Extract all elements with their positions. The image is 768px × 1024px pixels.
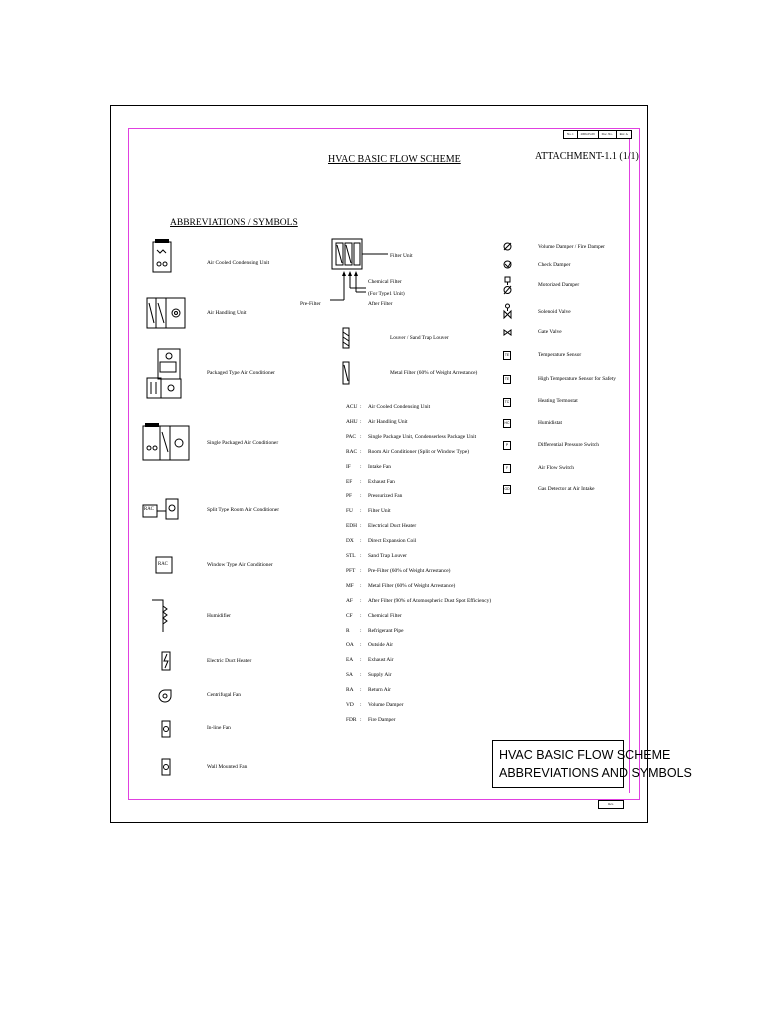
filter-unit-icon: [330, 238, 393, 310]
abbreviation-code: PF: [346, 493, 352, 500]
abbreviation-separator: :: [360, 478, 362, 485]
abbreviation-row: [346, 672, 392, 678]
abbreviation-meaning: Fire Damper: [368, 716, 396, 723]
abbreviation-code: FDR: [346, 716, 357, 723]
wall-fan-icon: [161, 758, 171, 776]
abbreviation-meaning: Exhaust Air: [368, 657, 394, 664]
single-packaged-ac-icon: [142, 422, 190, 462]
abbreviation-meaning: Chemical Filter: [368, 612, 402, 619]
symbol-label: Window Type Air Conditioner: [207, 562, 273, 568]
abbreviation-meaning: Volume Damper: [368, 702, 404, 708]
symbol-label: Centrifugal Fan: [207, 692, 241, 698]
abbreviation-meaning: Return Air: [368, 687, 391, 694]
symbol-label: Humidifier: [207, 613, 231, 619]
abbreviation-separator: :: [360, 627, 362, 634]
symbol-label: Electric Duct Heater: [207, 658, 252, 664]
title-block-cell: Doc. No.: [599, 131, 617, 138]
humidifier-icon: [151, 598, 169, 634]
heating-thermostat-icon: TC: [503, 398, 511, 407]
symbol-label: Heating Termostat: [538, 398, 578, 404]
abbreviation-code: MF: [346, 582, 354, 589]
abbreviation-separator: :: [360, 448, 362, 455]
symbol-label: Volume Damper / Fire Damper: [538, 244, 605, 250]
abbreviation-meaning: Direct Expansion Coil: [368, 538, 417, 545]
abbreviation-code: R: [346, 627, 350, 634]
abbreviation-code: EDH: [346, 523, 358, 530]
abbreviation-row: [346, 508, 391, 514]
abbreviation-code: RAC: [346, 448, 358, 455]
abbreviation-separator: :: [360, 538, 362, 545]
abbreviation-row: [346, 583, 455, 589]
symbol-label: Gate Valve: [538, 329, 562, 335]
symbol-label: Temperature Sensor: [538, 352, 582, 358]
filter-label: Pre-Filter: [300, 301, 321, 307]
symbol-label: In-line Fan: [207, 725, 231, 731]
abbreviation-meaning: Sand Trap Louver: [368, 553, 407, 559]
abbreviation-code: EF: [346, 478, 353, 485]
check-damper-icon: [503, 260, 512, 269]
abbreviation-separator: :: [360, 463, 362, 470]
title-block-cells: [563, 130, 632, 139]
abbreviation-meaning: Intake Fan: [368, 463, 391, 470]
abbreviation-meaning: Metal Filter (60% of Weight Arrestance): [368, 582, 456, 589]
air-handling-unit-icon: [146, 297, 186, 329]
filter-label: Louver / Sand Trap Louver: [390, 335, 449, 341]
abbreviation-code: PFT: [346, 567, 356, 574]
abbreviation-row: [346, 657, 394, 663]
title-block-cell: Rev. A: [619, 132, 628, 136]
abbreviation-code: SA: [346, 672, 353, 679]
abbreviation-row: [346, 702, 403, 708]
symbol-label: Split Type Room Air Conditioner: [207, 507, 279, 513]
louver-icon: [342, 327, 350, 349]
abbreviation-code: CF: [346, 612, 353, 619]
symbol-label: Humidistat: [538, 420, 562, 426]
abbreviation-separator: :: [360, 672, 362, 679]
abbreviation-separator: :: [360, 523, 362, 530]
symbol-label: Packaged Type Air Conditioner: [207, 370, 275, 376]
abbreviation-meaning: Air Cooled Condensing Unit: [368, 404, 431, 410]
abbreviation-row: [346, 523, 416, 529]
abbreviation-code: OA: [346, 642, 354, 649]
abbreviation-separator: :: [360, 508, 362, 515]
unit-tag: RAC: [144, 507, 154, 512]
symbol-label: Check Damper: [538, 262, 571, 268]
abbreviation-separator: :: [360, 612, 362, 619]
abbreviation-code: RA: [346, 687, 354, 694]
temperature-sensor-icon: TE: [503, 351, 511, 360]
abbreviation-row: [346, 449, 469, 455]
abbreviation-meaning: Room Air Conditioner (Split or Window Type): [368, 448, 470, 455]
abbreviation-row: [346, 493, 402, 499]
volume-damper-icon: [503, 242, 512, 251]
abbreviation-separator: :: [360, 567, 362, 574]
abbreviation-row: [346, 628, 403, 634]
symbol-label: Gas Detector at Air Intake: [538, 486, 595, 492]
abbreviation-row: [346, 687, 391, 693]
filter-label: Filter Unit: [390, 253, 413, 259]
abbreviation-code: IF: [346, 463, 351, 470]
symbol-label: Air Handling Unit: [207, 310, 247, 316]
symbol-label: Wall Mounted Fan: [207, 764, 248, 770]
abbreviation-meaning: Exhaust Fan: [368, 478, 395, 485]
title-block-cell: 2006-05-09: [578, 131, 599, 138]
filter-label: After Filter: [368, 301, 393, 307]
filter-label: (For Type1 Unit): [368, 291, 405, 297]
symbol-label: Air Flow Switch: [538, 465, 574, 471]
abbreviations-heading: ABBREVIATIONS / SYMBOLS: [170, 218, 298, 228]
motorized-damper-icon: [503, 276, 512, 296]
abbreviation-code: ACU: [346, 404, 358, 410]
abbreviation-separator: :: [360, 404, 362, 410]
symbol-label: Motorized Damper: [538, 282, 580, 288]
packaged-ac-icon: [146, 348, 182, 400]
frame-divider: [629, 138, 630, 793]
symbol-label: High Temperature Sensor for Safety: [538, 376, 616, 382]
abbreviation-row: [346, 479, 395, 485]
abbreviation-meaning: Supply Air: [368, 672, 392, 679]
abbreviation-meaning: Pressurized Fan: [368, 493, 403, 500]
abbreviation-separator: :: [360, 716, 362, 723]
revision-box: Rev.: [598, 800, 624, 809]
abbreviation-separator: :: [360, 418, 362, 425]
title-block: [492, 740, 692, 788]
condensing-unit-icon: [152, 238, 172, 274]
inline-fan-icon: [161, 720, 171, 738]
abbreviation-meaning: Pre-Filter (60% of Weight Arrestance): [368, 567, 451, 574]
abbreviation-separator: :: [360, 702, 362, 708]
symbol-label: Single Packaged Air Conditioner: [207, 440, 279, 446]
abbreviation-row: [346, 419, 408, 425]
abbreviation-separator: :: [360, 493, 362, 500]
abbreviation-row: [346, 568, 450, 574]
abbreviation-code: DX: [346, 538, 354, 545]
abbreviation-code: STL: [346, 553, 356, 559]
gate-valve-icon: [503, 329, 512, 336]
abbreviation-separator: :: [360, 553, 362, 559]
abbreviation-meaning: After Filter (90% of Atomospheric Dust Spot Efficiency): [368, 597, 492, 604]
title-block-cell: No. 1: [564, 131, 578, 138]
abbreviation-row: [346, 553, 407, 559]
abbreviation-row: [346, 717, 395, 723]
abbreviation-meaning: Single Package Unit, Condenserless Package Unit: [368, 433, 477, 440]
abbreviation-separator: :: [360, 642, 362, 649]
abbreviation-code: FU: [346, 508, 353, 515]
abbreviation-row: [346, 434, 476, 440]
symbol-label: Differential Pressure Switch: [538, 442, 599, 448]
abbreviation-separator: :: [360, 657, 362, 664]
solenoid-valve-icon: [503, 303, 512, 319]
filter-label: Chemical Filter: [368, 279, 402, 285]
abbreviation-meaning: Filter Unit: [368, 508, 391, 515]
abbreviation-row: [346, 464, 391, 470]
air-flow-switch-icon: F: [503, 464, 511, 473]
abbreviation-row: [346, 642, 393, 648]
abbreviation-code: AF: [346, 597, 353, 604]
symbol-label: Solenoid Valve: [538, 309, 571, 315]
differential-pressure-icon: P: [503, 441, 511, 450]
abbreviation-code: EA: [346, 657, 354, 664]
filter-label: Metal Filter (60% of Weight Arrestance): [390, 370, 478, 376]
centrifugal-fan-icon: [158, 689, 172, 703]
duct-heater-icon: [161, 651, 171, 671]
abbreviation-meaning: Outside Air: [368, 642, 394, 649]
abbreviation-row: [346, 598, 491, 604]
attachment-label: ATTACHMENT-1.1 (1/1): [535, 151, 639, 162]
abbreviation-meaning: Air Handling Unit: [368, 418, 408, 425]
humidistat-icon: HC: [503, 419, 511, 428]
title-block-line1: HVAC BASIC FLOW SCHEME: [499, 748, 671, 762]
abbreviation-separator: :: [360, 597, 362, 604]
abbreviation-meaning: Refrigerant Pipe: [368, 627, 404, 634]
abbreviation-row: [346, 538, 416, 544]
abbreviation-code: PAC: [346, 433, 356, 440]
abbreviation-code: VD: [346, 702, 354, 708]
abbreviation-meaning: Electrical Duct Heater: [368, 523, 417, 530]
drawing-title: HVAC BASIC FLOW SCHEME: [328, 154, 461, 165]
abbreviation-code: AHU: [346, 418, 358, 425]
abbreviation-separator: :: [360, 433, 362, 440]
unit-tag: RAC: [158, 562, 168, 567]
symbol-label: Air Cooled Condensing Unit: [207, 260, 270, 266]
title-block-line2: ABBREVIATIONS AND SYMBOLS: [499, 766, 692, 780]
high-temp-sensor-icon: TE: [503, 375, 511, 384]
metal-filter-icon: [342, 361, 350, 385]
abbreviation-row: [346, 613, 402, 619]
abbreviation-row: [346, 404, 430, 410]
abbreviation-separator: :: [360, 582, 362, 589]
gas-detector-icon: GD: [503, 485, 511, 494]
abbreviation-separator: :: [360, 687, 362, 694]
